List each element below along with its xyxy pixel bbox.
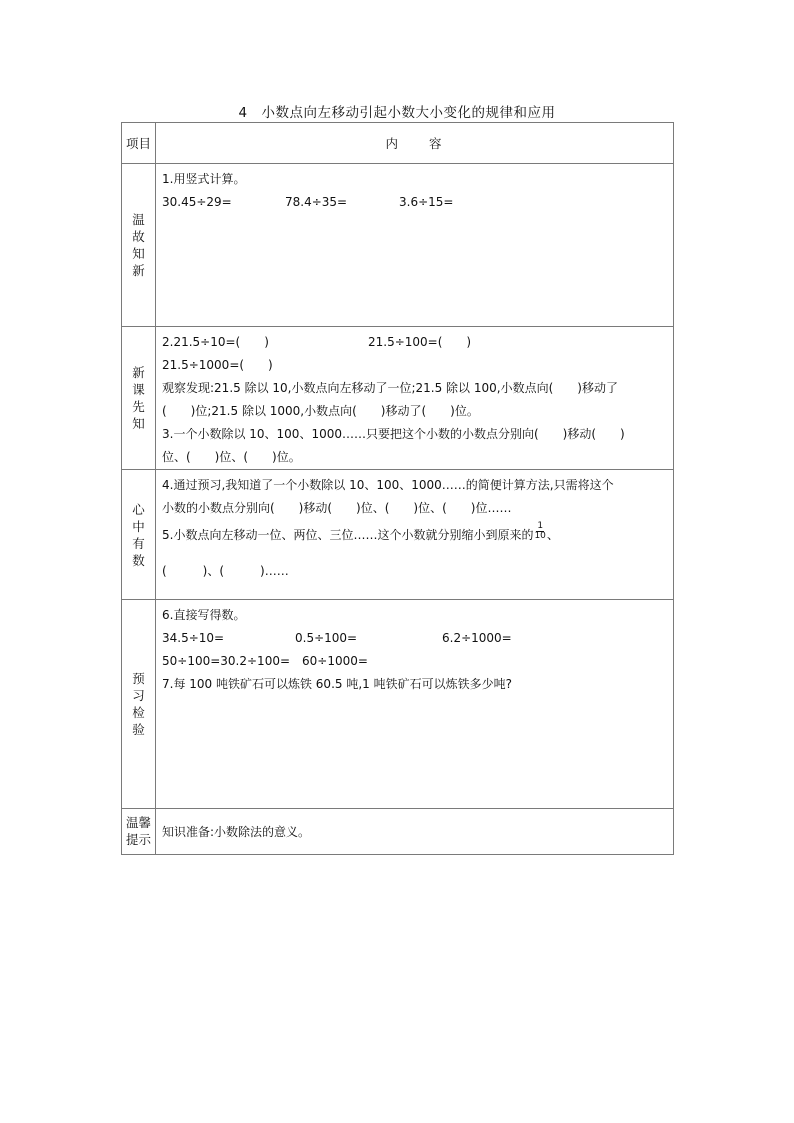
preview-side-cell (122, 327, 156, 470)
preview-q-a: 2.21.5÷10=( ) (162, 335, 269, 349)
page-title: 4 小数点向左移动引起小数大小变化的规律和应用 (238, 105, 556, 121)
check-label: 预习检验 (132, 671, 145, 737)
preview-line-3: 观察发现:21.5 除以 10,小数点向左移动了一位;21.5 除以 100,小数点向( )移动了 (162, 381, 618, 395)
fraction-denominator: 10 (534, 531, 546, 541)
mind-line-4: ( )、( )…… (162, 564, 289, 578)
tip-side-cell (122, 809, 156, 855)
preview-line-1 (162, 331, 673, 354)
header-side-cell (122, 123, 156, 164)
mind-line-3-end: 、 (546, 528, 559, 542)
tip-label: 温馨提示 (125, 814, 151, 847)
mind-line-1: 4.通过预习,我知道了一个小数除以 10、100、1000……的简便计算方法,只需将这个 (162, 478, 614, 492)
preview-line-6: 位、( )位、( )位。 (162, 450, 301, 464)
review-questions (162, 191, 673, 214)
review-instruction: 1.用竖式计算。 (162, 172, 246, 186)
section-tip (122, 809, 674, 855)
check-content (156, 600, 674, 809)
mind-line-3-text: 5.小数点向左移动一位、两位、三位……这个小数就分别缩小到原来的 (162, 528, 534, 542)
preview-label: 新课先知 (132, 365, 145, 431)
worksheet-table (121, 122, 674, 855)
preview-line-2: 21.5÷1000=( ) (162, 358, 273, 372)
check-q2: 0.5÷100= (295, 631, 358, 645)
review-label: 温故知新 (132, 212, 145, 278)
tip-content (156, 809, 674, 855)
header-row (122, 123, 674, 164)
section-check (122, 600, 674, 809)
review-q3: 3.6÷15= (399, 195, 454, 209)
fraction-numerator: 1 (537, 521, 544, 531)
header-side-label: 项目 (125, 135, 151, 151)
check-line-1: 6.直接写得数。 (162, 608, 246, 622)
preview-content (156, 327, 674, 470)
check-side-cell (122, 600, 156, 809)
header-main-cell (156, 123, 674, 164)
mind-side-cell (122, 470, 156, 600)
preview-q-b: 21.5÷100=( ) (368, 335, 472, 349)
check-line-4: 7.每 100 吨铁矿石可以炼铁 60.5 吨,1 吨铁矿石可以炼铁多少吨? (162, 677, 512, 691)
mind-line-3 (162, 520, 673, 550)
header-main-label: 内 容 (385, 136, 444, 151)
section-mind (122, 470, 674, 600)
mind-label: 心中有数 (132, 501, 145, 568)
fraction-one-tenth (534, 522, 545, 541)
review-content (156, 164, 674, 327)
mind-content (156, 470, 674, 600)
preview-line-5: 3.一个小数除以 10、100、1000……只要把这个小数的小数点分别向( )移动( ) (162, 427, 625, 441)
check-q1: 34.5÷10= (162, 631, 225, 645)
check-q3: 6.2÷1000= (442, 631, 512, 645)
mind-line-2: 小数的小数点分别向( )移动( )位、( )位、( )位…… (162, 501, 512, 515)
preview-line-4: ( )位;21.5 除以 1000,小数点向( )移动了( )位。 (162, 404, 479, 418)
review-side-cell (122, 164, 156, 327)
tip-text: 知识准备:小数除法的意义。 (162, 825, 311, 839)
review-q1: 30.45÷29= (162, 195, 232, 209)
section-review (122, 164, 674, 327)
review-q2: 78.4÷35= (285, 195, 348, 209)
check-line-2 (162, 627, 673, 650)
section-preview (122, 327, 674, 470)
check-line-3: 50÷100=30.2÷100= 60÷1000= (162, 654, 368, 668)
